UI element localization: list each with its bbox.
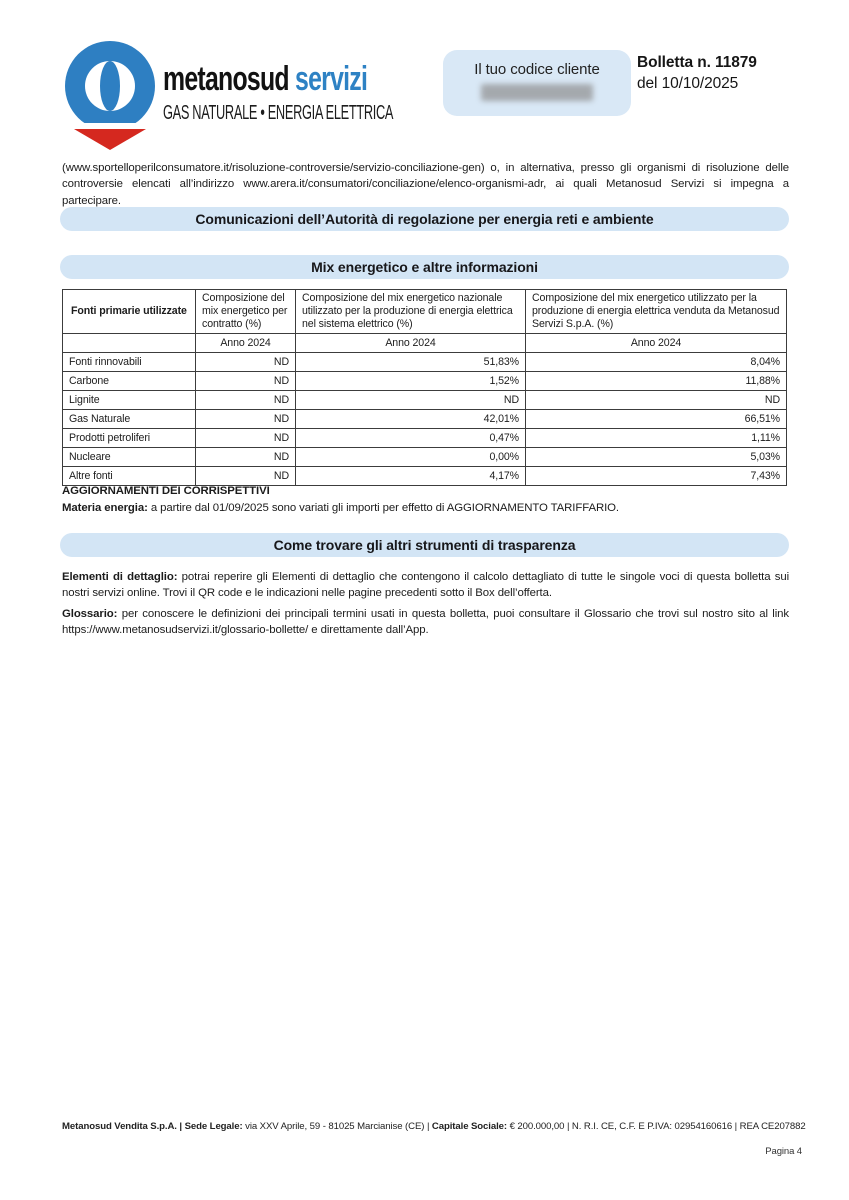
brand-name-black: metanosud [163, 60, 289, 98]
col-header-national-mix: Composizione del mix energetico nazionale utilizzato per la produzione di energia elettrica nel sistema elettrico (%) [296, 290, 526, 334]
company-value: 8,04% [526, 353, 787, 372]
bill-meta [637, 52, 757, 94]
col-header-contract-mix: Composizione del mix energetico per contratto (%) [196, 290, 296, 334]
year-cell: Anno 2024 [196, 334, 296, 353]
transparency-section [62, 569, 789, 639]
updates-title: AGGIORNAMENTI DEI CORRISPETTIVI [62, 485, 270, 497]
contract-value: ND [196, 391, 296, 410]
updates-label: Materia energia: [62, 502, 148, 514]
banner-transparency-tools: Come trovare gli altri strumenti di trasparenza [60, 533, 789, 557]
table-year-row [63, 334, 787, 353]
contract-value: ND [196, 353, 296, 372]
source-name: Lignite [63, 391, 196, 410]
national-value: 0,47% [296, 429, 526, 448]
source-name: Altre fonti [63, 467, 196, 486]
table-row [63, 467, 787, 486]
contract-value: ND [196, 448, 296, 467]
client-code-box [443, 50, 631, 116]
national-value: 0,00% [296, 448, 526, 467]
company-value: 5,03% [526, 448, 787, 467]
table-header-row [63, 290, 787, 334]
footer-company-label: Metanosud Vendita S.p.A. | Sede Legale: [62, 1121, 243, 1132]
company-value: 1,11% [526, 429, 787, 448]
energy-mix-table [62, 289, 787, 486]
banner-energy-mix: Mix energetico e altre informazioni [60, 255, 789, 279]
company-value: 7,43% [526, 467, 787, 486]
company-value: ND [526, 391, 787, 410]
brand-tagline: GAS NATURALE • ENERGIA ELETTRICA [163, 102, 394, 124]
source-name: Prodotti petroliferi [63, 429, 196, 448]
col-header-sources: Fonti primarie utilizzate [63, 290, 196, 334]
detail-label: Elementi di dettaglio: [62, 571, 178, 583]
glossary-paragraph [62, 606, 789, 639]
source-name: Carbone [63, 372, 196, 391]
detail-paragraph [62, 569, 789, 602]
company-value: 66,51% [526, 410, 787, 429]
table-row [63, 448, 787, 467]
footer-address: via XXV Aprile, 59 - 81025 Marcianise (CE) | [242, 1121, 432, 1132]
national-value: 42,01% [296, 410, 526, 429]
table-row [63, 410, 787, 429]
client-code-redacted-value [481, 84, 593, 101]
col-header-company-mix: Composizione del mix energetico utilizzato per la produzione di energia elettrica venduta da Metanosud Servizi S.p.A. (%) [526, 290, 787, 334]
dispute-resolution-paragraph: (www.sportelloperilconsumatore.it/risoluzione-controversie/servizio-conciliazione-gen) o, in alternativa, presso gli organismi di risoluzione delle controversie elencati all’indirizzo www.arera.it/consumatori/conciliazione/elenco-organismi-adr, ai quali Metanosud Servizi si impegna a partecipare. [62, 162, 789, 207]
source-name: Nucleare [63, 448, 196, 467]
client-code-label: Il tuo codice cliente [474, 61, 600, 78]
footer-capital-label: Capitale Sociale: [431, 1121, 507, 1132]
detail-body: potrai reperire gli Elementi di dettaglio che contengono il calcolo dettagliato di tutte le singole voci di questa bolletta sui nostri servizi online. Trovi il QR code e le indicazioni nelle pagine precedenti sotto il Box dell’offerta. [62, 571, 789, 600]
year-cell-empty [63, 334, 196, 353]
year-cell: Anno 2024 [296, 334, 526, 353]
national-value: ND [296, 391, 526, 410]
contract-value: ND [196, 372, 296, 391]
updates-text [62, 502, 619, 514]
metanosud-logo-icon [62, 40, 158, 150]
table-row [63, 372, 787, 391]
source-name: Gas Naturale [63, 410, 196, 429]
national-value: 1,52% [296, 372, 526, 391]
page-number: Pagina 4 [765, 1146, 802, 1157]
table-row [63, 391, 787, 410]
banner-authority-communications: Comunicazioni dell’Autorità di regolazione per energia reti e ambiente [60, 207, 789, 231]
glossary-label: Glossario: [62, 607, 118, 620]
company-value: 11,88% [526, 372, 787, 391]
brand-name [163, 62, 426, 96]
glossary-body: per conoscere le definizioni dei principali termini usati in questa bolletta, puoi consultare il Glossario che trovi sul nostro sito al link https://www.metanosudservizi.it/glossario-bollette/ e direttamente dall’App. [62, 607, 789, 637]
national-value: 51,83% [296, 353, 526, 372]
contract-value: ND [196, 410, 296, 429]
contract-value: ND [196, 429, 296, 448]
footer-registration: € 200.000,00 | N. R.I. CE, C.F. E P.IVA: 02954160616 | REA CE207882 [507, 1121, 806, 1132]
bill-date: del 10/10/2025 [637, 75, 739, 92]
brand-name-blue: servizi [294, 60, 368, 98]
year-cell: Anno 2024 [526, 334, 787, 353]
national-value: 4,17% [296, 467, 526, 486]
contract-value: ND [196, 467, 296, 486]
table-row [63, 429, 787, 448]
table-row [63, 353, 787, 372]
legal-footer [62, 1121, 806, 1132]
bill-number: Bolletta n. 11879 [637, 54, 757, 71]
source-name: Fonti rinnovabili [63, 353, 196, 372]
updates-body: a partire dal 01/09/2025 sono variati gli importi per effetto di AGGIORNAMENTO TARIFFARIO. [147, 502, 619, 514]
